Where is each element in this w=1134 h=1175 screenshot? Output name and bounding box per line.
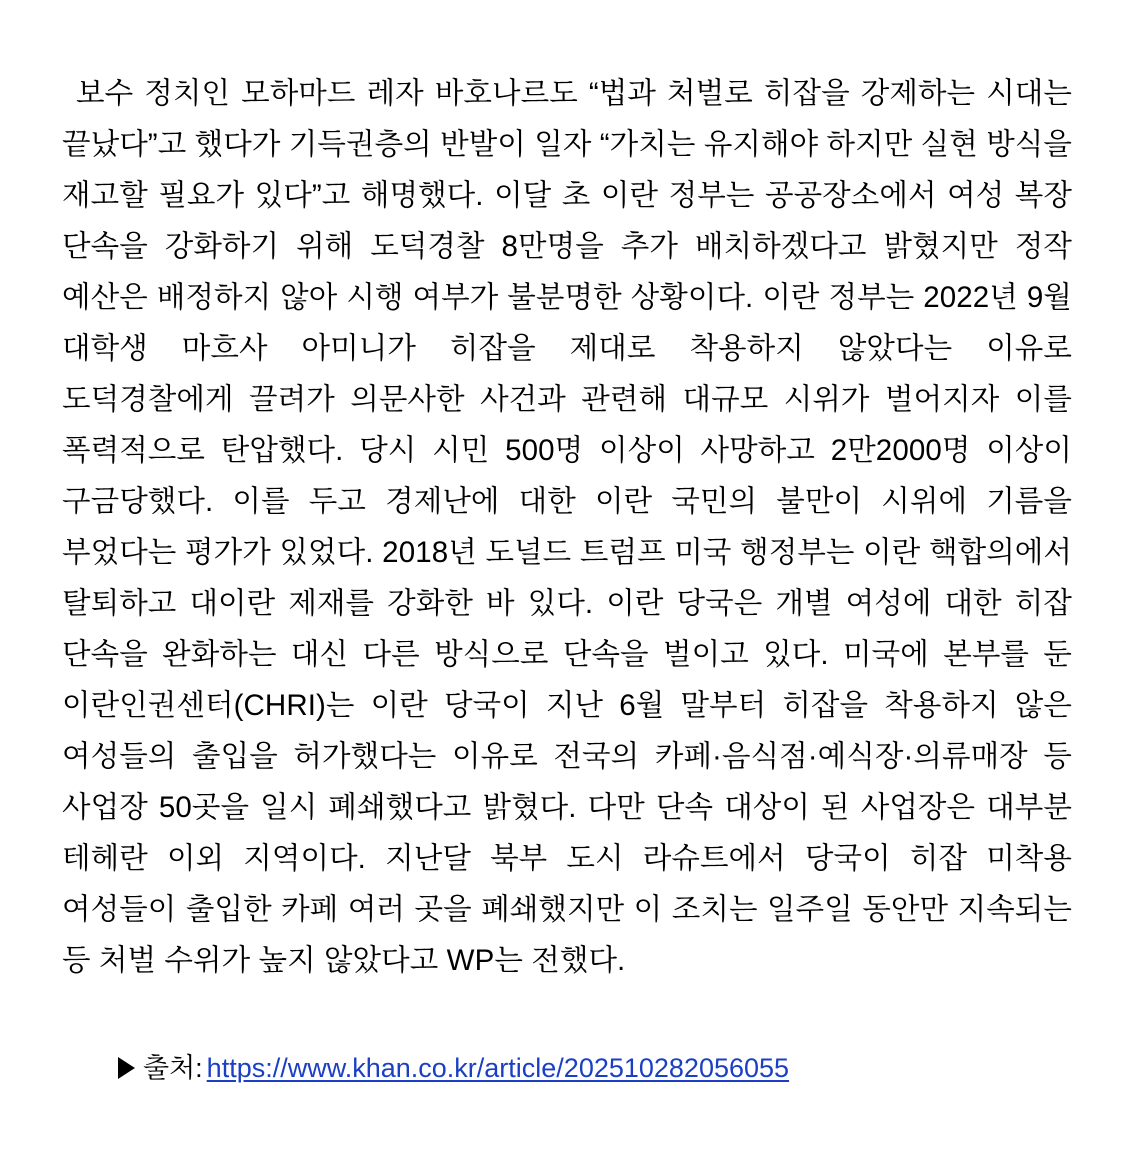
article-body-paragraph: 보수 정치인 모하마드 레자 바호나르도 “법과 처벌로 히잡을 강제하는 시대는 끝났다”고 했다가 기득권층의 반발이 일자 “가치는 유지해야 하지만 실현 방식을 재고할 필요가 있다”고 해명했다. 이달 초 이란 정부는 공공장소에서 여성 복장 단속을 강화하기 위해 도덕경찰 8만명을 추가 배치하겠다고 밝혔지만 정작 예산은 배정하지 않아 시행 여부가 불분명한 상황이다. 이란 정부는 2022년 9월 대학생 마흐사 아미니가 히잡을 제대로 착용하지 않았다는 이유로 도덕경찰에게 끌려가 의문사한 사건과 관련해 대규모 시위가 벌어지자 이를 폭력적으로 탄압했다. 당시 시민 500명 이상이 사망하고 2만2000명 이상이 구금당했다. 이를 두고 경제난에 대한 이란 국민의 불만이 시위에 기름을 부었다는 평가가 있었다. 2018년 도널드 트럼프 미국 행정부는 이란 핵합의에서 탈퇴하고 대이란 제재를 강화한 바 있다. 이란 당국은 개별 여성에 대한 히잡 단속을 완화하는 대신 다른 방식으로 단속을 벌이고 있다. 미국에 본부를 둔 이란인권센터(CHRI)는 이란 당국이 지난 6월 말부터 히잡을 착용하지 않은 여성들의 출입을 허가했다는 이유로 전국의 카페·음식점·예식장·의류매장 등 사업장 50곳을 일시 폐쇄했다고 밝혔다. 다만 단속 대상이 된 사업장은 대부분 테헤란 이외 지역이다. 지난달 북부 도시 라슈트에서 당국이 히잡 미착용 여성들이 출입한 카페 여러 곳을 폐쇄했지만 이 조치는 일주일 동안만 지속되는 등 처벌 수위가 높지 않았다고 WP는 전했다. (62, 76, 1072, 977)
source-line (62, 1048, 1072, 1088)
triangle-right-icon (118, 1057, 135, 1079)
source-url-link[interactable]: https://www.khan.co.kr/article/202510282056055 (206, 1052, 790, 1083)
source-label: 출처: (143, 1052, 203, 1083)
